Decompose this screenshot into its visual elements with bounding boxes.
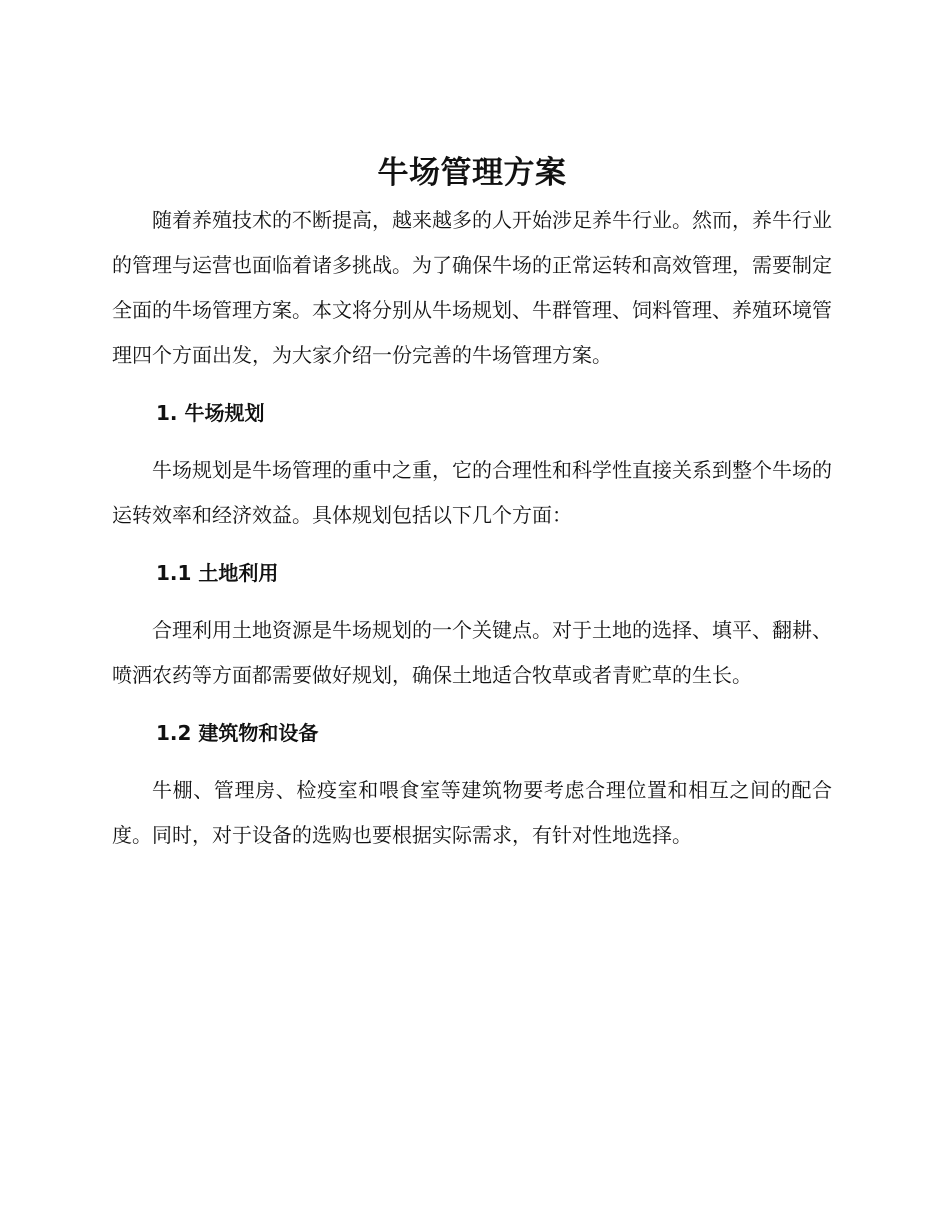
section-body-buildings-equipment: 牛棚、管理房、检疫室和喂食室等建筑物要考虑合理位置和相互之间的配合度。同时，对于设备的选购也要根据实际需求，有针对性地选择。: [112, 778, 832, 847]
section-heading-buildings-equipment: 1.2 建筑物和设备: [156, 721, 319, 745]
page-title: 牛场管理方案: [377, 155, 567, 191]
section-heading-land-planning: 1. 牛场规划: [156, 401, 265, 425]
document-page: [112, 150, 832, 858]
section-heading-land-use: 1.1 土地利用: [156, 561, 279, 585]
section-body-land-use: 合理利用土地资源是牛场规划的一个关键点。对于土地的选择、填平、翻耕、喷洒农药等方面都需要做好规划，确保土地适合牧草或者青贮草的生长。: [112, 618, 832, 687]
intro-paragraph: 随着养殖技术的不断提高，越来越多的人开始涉足养牛行业。然而，养牛行业的管理与运营也面临着诸多挑战。为了确保牛场的正常运转和高效管理，需要制定全面的牛场管理方案。本文将分别从牛场规划、牛群管理、饲料管理、养殖环境管理四个方面出发，为大家介绍一份完善的牛场管理方案。: [112, 208, 832, 367]
section-body-land-planning: 牛场规划是牛场管理的重中之重，它的合理性和科学性直接关系到整个牛场的运转效率和经济效益。具体规划包括以下几个方面：: [112, 458, 832, 527]
